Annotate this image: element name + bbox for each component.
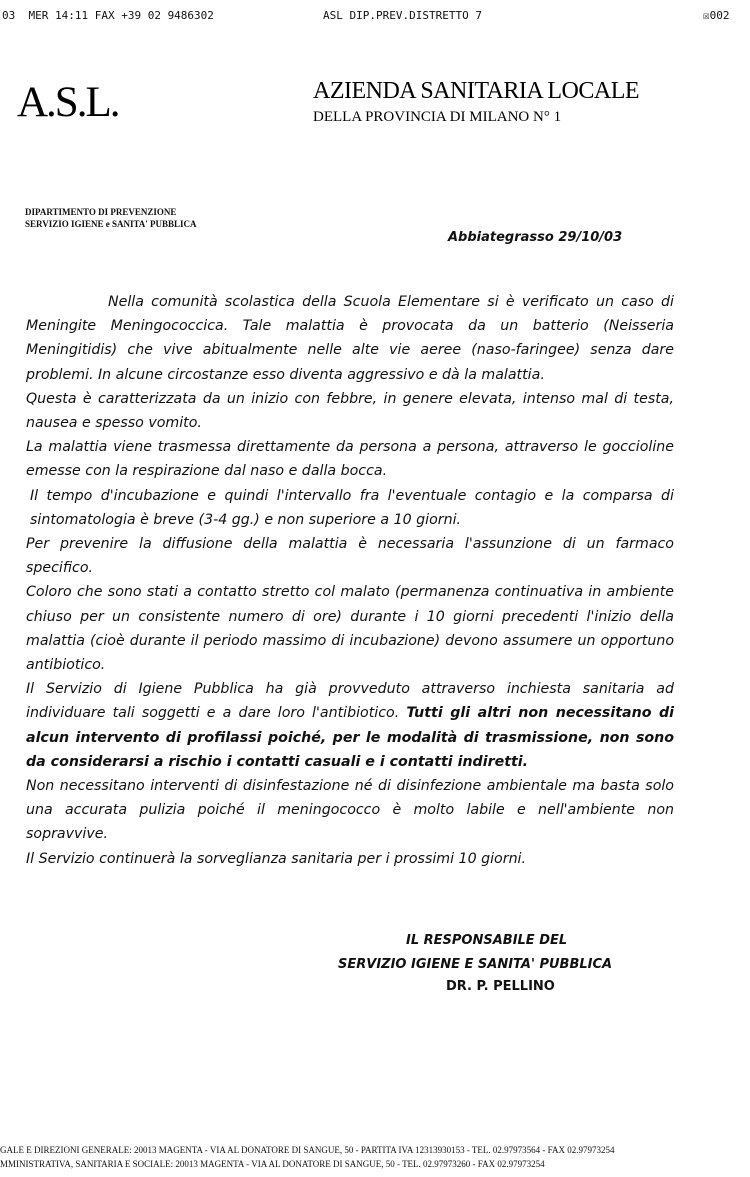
department-name: DIPARTIMENTO DI PREVENZIONE bbox=[25, 207, 177, 217]
organization-title: AZIENDA SANITARIA LOCALE bbox=[313, 78, 640, 104]
paragraph-surveillance: Il Servizio continuerà la sorveglianza sanitaria per i prossimi 10 giorni. bbox=[26, 850, 527, 867]
letter-footer bbox=[0, 1143, 750, 1171]
service-name: SERVIZIO IGIENE e SANITA' PUBBLICA bbox=[25, 219, 197, 229]
organization-subtitle: DELLA PROVINCIA DI MILANO N° 1 bbox=[313, 109, 562, 125]
paragraph-case-report: Nella comunità scolastica della Scuola Elementare si è verificato un caso di Meningite Meningococcica. Tale malattia è provocata da un batterio (Neisseria Meningitidis) che vive abitualmente nelle alte vie aeree (naso-faringee) senza dare problemi. In alcune circostanze esso diventa aggressivo e dà la malattia. bbox=[26, 294, 674, 383]
asl-logo: A.S.L. bbox=[17, 79, 119, 126]
signature-role: IL RESPONSABILE DEL bbox=[406, 933, 568, 948]
prophylaxis-intro: Il Servizio di Igiene Pubblica ha già provveduto attraverso inchiesta sanitaria ad individuare tali soggetti e a dare loro l'antibiotico. bbox=[26, 681, 674, 722]
footer-administrative-office: MMINISTRATIVA, SANITARIA E SOCIALE: 20013 MAGENTA - VIA AL DONATORE DI SANGUE, 50 - TEL. 02.97973260 - FAX 02.97973254 bbox=[0, 1159, 545, 1169]
footer-headquarters: GALE E DIREZIONI GENERALE: 20013 MAGENTA - VIA AL DONATORE DI SANGUE, 50 - PARTITA IVA 12313930153 - TEL. 02.97973564 - FAX 02.97973254 bbox=[0, 1145, 615, 1155]
paragraph-prophylaxis bbox=[26, 677, 674, 774]
paragraph-incubation: Il tempo d'incubazione e quindi l'intervallo fra l'eventuale contagio e la comparsa di sintomatologia è breve (3-4 gg.) e non superiore a 10 giorni. bbox=[30, 487, 674, 528]
signature-service: SERVIZIO IGIENE E SANITA' PUBBLICA bbox=[338, 957, 613, 972]
paragraph-transmission: La malattia viene trasmessa direttamente da persona a persona, attraverso le goccioline emesse con la respirazione dal naso e dalla bocca. bbox=[26, 439, 674, 480]
fax-transmission-header bbox=[0, 9, 750, 27]
signature-name: DR. P. PELLINO bbox=[446, 979, 555, 994]
paragraph-close-contacts: Coloro che sono stati a contatto stretto col malato (permanenza continuativa in ambiente chiuso per un consistente numero di ore) durante i 10 giorni precedenti l'inizio della malattia (cioè durante il periodo massimo di incubazione) devono assumere un opportuno antibiotico. bbox=[26, 584, 674, 674]
fax-header-sender: 03 MER 14:11 FAX +39 02 9486302 bbox=[2, 9, 214, 22]
prophylaxis-emphasis: Tutti gli altri non necessitano di alcun intervento di profilassi poiché, per le modalità di trasmissione, non sono da considerarsi a rischio i contatti casuali e i contatti indiretti. bbox=[26, 705, 674, 770]
department-block bbox=[25, 206, 197, 230]
letter-body bbox=[26, 290, 674, 871]
place-and-date: Abbiategrasso 29/10/03 bbox=[448, 230, 623, 245]
fax-header-department: ASL DIP.PREV.DISTRETTO 7 bbox=[323, 9, 482, 22]
paragraph-symptoms: Questa è caratterizzata da un inizio con febbre, in genere elevata, intenso mal di testa, nausea e spesso vomito. bbox=[26, 390, 674, 432]
paragraph-disinfection: Non necessitano interventi di disinfestazione né di disinfezione ambientale ma basta solo una accurata pulizia poiché il meningococco è molto labile e nell'ambiente non sopravvive. bbox=[26, 778, 674, 843]
paragraph-prevention: Per prevenire la diffusione della malattia è necessaria l'assunzione di un farmaco specifico. bbox=[26, 536, 674, 577]
fax-header-page-number: ☒002 bbox=[703, 9, 730, 22]
